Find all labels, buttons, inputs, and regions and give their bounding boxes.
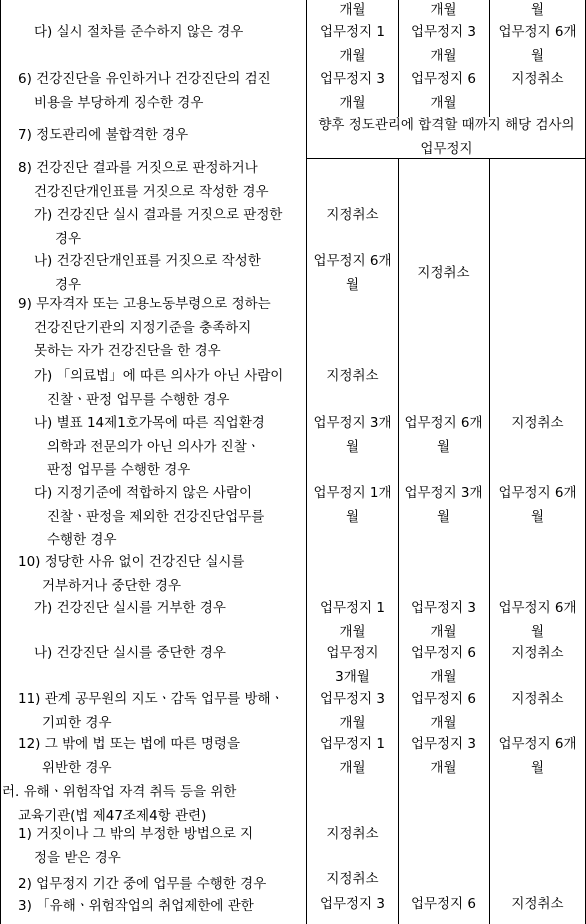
table-column-border: [0, 0, 1, 924]
table-row-border: [307, 158, 586, 159]
row-description-line: 나) 별표 14제1호가목에 따른 직업환경: [34, 415, 265, 431]
table-column-border: [489, 158, 490, 924]
row-description-line: 나) 건강진단 실시를 중단한 경우: [34, 645, 226, 661]
penalty-cell-c1: 업무정지 1: [319, 24, 386, 40]
penalty-cell-c2: 개월: [430, 668, 457, 685]
penalty-cell-c2: 업무정지 6: [410, 691, 477, 707]
penalty-cell-c3: 업무정지 6개: [498, 736, 577, 752]
penalty-cell-c2: 업무정지 3: [410, 600, 477, 616]
row-description-line: 진찰ㆍ판정 업무를 수행한 경우: [47, 391, 230, 408]
row-description-line: 2) 업무정지 기간 중에 업무를 수행한 경우: [18, 876, 267, 892]
penalty-cell-c1: 개월: [339, 623, 366, 640]
row-description-line: 진찰ㆍ판정을 제외한 건강진단업무를: [47, 508, 265, 525]
penalty-cell-c2: 개월: [430, 47, 457, 64]
row-description-line: 12) 그 밖에 법 또는 법에 따른 명령을: [18, 736, 241, 752]
row-description-line: 다) 실시 절차를 준수하지 않은 경우: [34, 24, 244, 40]
penalty-cell-c3: 지정취소: [511, 691, 564, 707]
row-description-line: 정을 받은 경우: [34, 849, 121, 866]
penalty-cell-c2: 업무정지 6개: [404, 415, 483, 431]
row-description-line: 교육기관(법 제47조제4항 관련): [18, 807, 207, 824]
row-description-line: 다) 지정기준에 적합하지 않은 사람이: [34, 485, 253, 501]
penalty-cell-c2: 지정취소: [417, 265, 470, 281]
penalty-cell-c1: 개월: [339, 94, 366, 111]
penalty-cell-c2: 업무정지 6: [410, 896, 477, 912]
row-description-line: 7) 정도관리에 불합격한 경우: [18, 127, 189, 143]
penalty-cell-c2: 업무정지 3개: [404, 485, 483, 501]
penalty-cell-c3: 월: [530, 759, 545, 776]
row-description-line: 건강진단기관의 지정기준을 충족하지: [34, 319, 252, 336]
penalty-cell-c2: 업무정지 6: [410, 71, 477, 87]
penalty-cell-c1: 개월: [339, 47, 366, 64]
penalty-cell-c1: 개월: [339, 714, 366, 731]
penalty-cell-c3: 업무정지 6개: [498, 485, 577, 501]
row-description-line: 의학과 전문의가 아닌 의사가 진찰ㆍ: [47, 438, 260, 455]
penalty-cell-c1: 지정취소: [326, 368, 379, 384]
row-description-line: 11) 관계 공무원의 지도ㆍ감독 업무를 방해ㆍ: [18, 691, 284, 707]
row-description-line: 기피한 경우: [42, 714, 112, 731]
row-description-line: 러. 유해ㆍ위험작업 자격 취득 등을 위한: [2, 784, 237, 800]
row-description-line: 가) 건강진단 실시를 거부한 경우: [34, 600, 226, 616]
row-description-line: 1) 거짓이나 그 밖의 부정한 방법으로 지: [18, 826, 254, 842]
penalty-cell-c1: 개월: [339, 759, 366, 776]
row-description-line: 건강진단개인표를 거짓으로 작성한 경우: [34, 183, 269, 200]
penalty-cell-c1: 업무정지 3: [319, 896, 386, 912]
table-column-border: [398, 158, 399, 924]
row-description-line: 가) 건강진단 실시 결과를 거짓으로 판정한: [34, 207, 283, 223]
penalty-cell-c3: 지정취소: [511, 645, 564, 661]
penalty-cell-c1: 월: [345, 276, 360, 293]
row-description-line: 위반한 경우: [42, 759, 112, 776]
row-description-line: 못하는 자가 건강진단을 한 경우: [34, 343, 221, 359]
penalty-cell-c1: 지정취소: [326, 826, 379, 842]
penalty-cell-c3: 지정취소: [511, 415, 564, 431]
row-description-line: 가) 「의료법」에 따른 의사가 아닌 사람이: [34, 368, 284, 384]
penalty-cell-c1: 업무정지 1: [319, 736, 386, 752]
row-description-line: 6) 건강진단을 유인하거나 건강진단의 검진: [18, 71, 271, 87]
row-description-line: 8) 건강진단 결과를 거짓으로 판정하거나: [18, 160, 258, 176]
penalty-cell-c3: 월: [530, 623, 545, 640]
penalty-cell-c1: 업무정지 6개: [313, 253, 392, 269]
row-description-line: 3) 「유해ㆍ위험작업의 취업제한에 관한: [18, 898, 254, 914]
penalty-cell-c1: 지정취소: [326, 207, 379, 223]
penalty-cell-c1: 업무정지 3개: [313, 415, 392, 431]
penalty-cell-c2: 개월: [430, 623, 457, 640]
row-description-line: 판정 업무를 수행한 경우: [47, 462, 191, 478]
row-description-line: 경우: [55, 276, 82, 293]
penalty-cell-c3: 지정취소: [511, 71, 564, 87]
row-description-line: 거부하거나 중단한 경우: [42, 577, 181, 594]
row-description-line: 10) 정당한 사유 없이 건강진단 실시를: [18, 554, 245, 570]
penalty-cell-c3: 월: [530, 508, 545, 525]
penalty-cell-c1: 업무정지 3: [319, 691, 386, 707]
penalty-cell-c3: 업무정지 6개: [498, 24, 577, 40]
penalty-cell-c1: 업무정지 1: [319, 600, 386, 616]
penalty-cell-c1: 업무정지 1개: [313, 485, 392, 501]
penalty-cell-c3: 지정취소: [511, 896, 564, 912]
penalty-cell-c2: 월: [436, 508, 451, 525]
penalty-cell-c2: 월: [436, 438, 451, 455]
penalty-cell-merged: 업무정지: [420, 140, 473, 157]
penalty-cell-c1: 3개월: [335, 668, 370, 685]
penalty-cell-c2: 개월: [430, 759, 457, 776]
penalty-cell-c3: 월: [530, 47, 545, 64]
penalty-cell-c1: 지정취소: [326, 871, 379, 887]
penalty-cell-c2: 개월: [430, 2, 457, 18]
penalty-cell-c2: 업무정지 6: [410, 645, 477, 661]
penalty-cell-c1: 업무정지 3: [319, 71, 386, 87]
row-description-line: 9) 무자격자 또는 고용노동부령으로 정하는: [18, 296, 271, 312]
table-column-border: [489, 0, 490, 117]
penalty-cell-c2: 업무정지 3: [410, 736, 477, 752]
penalty-cell-merged: 향후 정도관리에 합격할 때까지 해당 검사의: [318, 117, 575, 133]
penalty-cell-c2: 개월: [430, 714, 457, 731]
table-column-border: [306, 0, 307, 924]
penalty-cell-c3: 업무정지 6개: [498, 600, 577, 616]
penalty-cell-c2: 개월: [430, 94, 457, 111]
penalty-cell-c1: 개월: [339, 2, 366, 18]
row-description-line: 경우: [55, 230, 82, 247]
penalty-cell-c2: 업무정지 3: [410, 24, 477, 40]
table-column-border: [398, 0, 399, 117]
penalty-cell-c1: 업무정지: [326, 645, 379, 661]
row-description-line: 비용을 부당하게 징수한 경우: [34, 94, 204, 111]
penalty-cell-c3: 월: [530, 2, 545, 18]
row-description-line: 나) 건강진단개인표를 거짓으로 작성한: [34, 253, 261, 269]
penalty-cell-c1: 월: [345, 508, 360, 525]
row-description-line: 수행한 경우: [47, 532, 117, 548]
penalty-cell-c1: 월: [345, 438, 360, 455]
